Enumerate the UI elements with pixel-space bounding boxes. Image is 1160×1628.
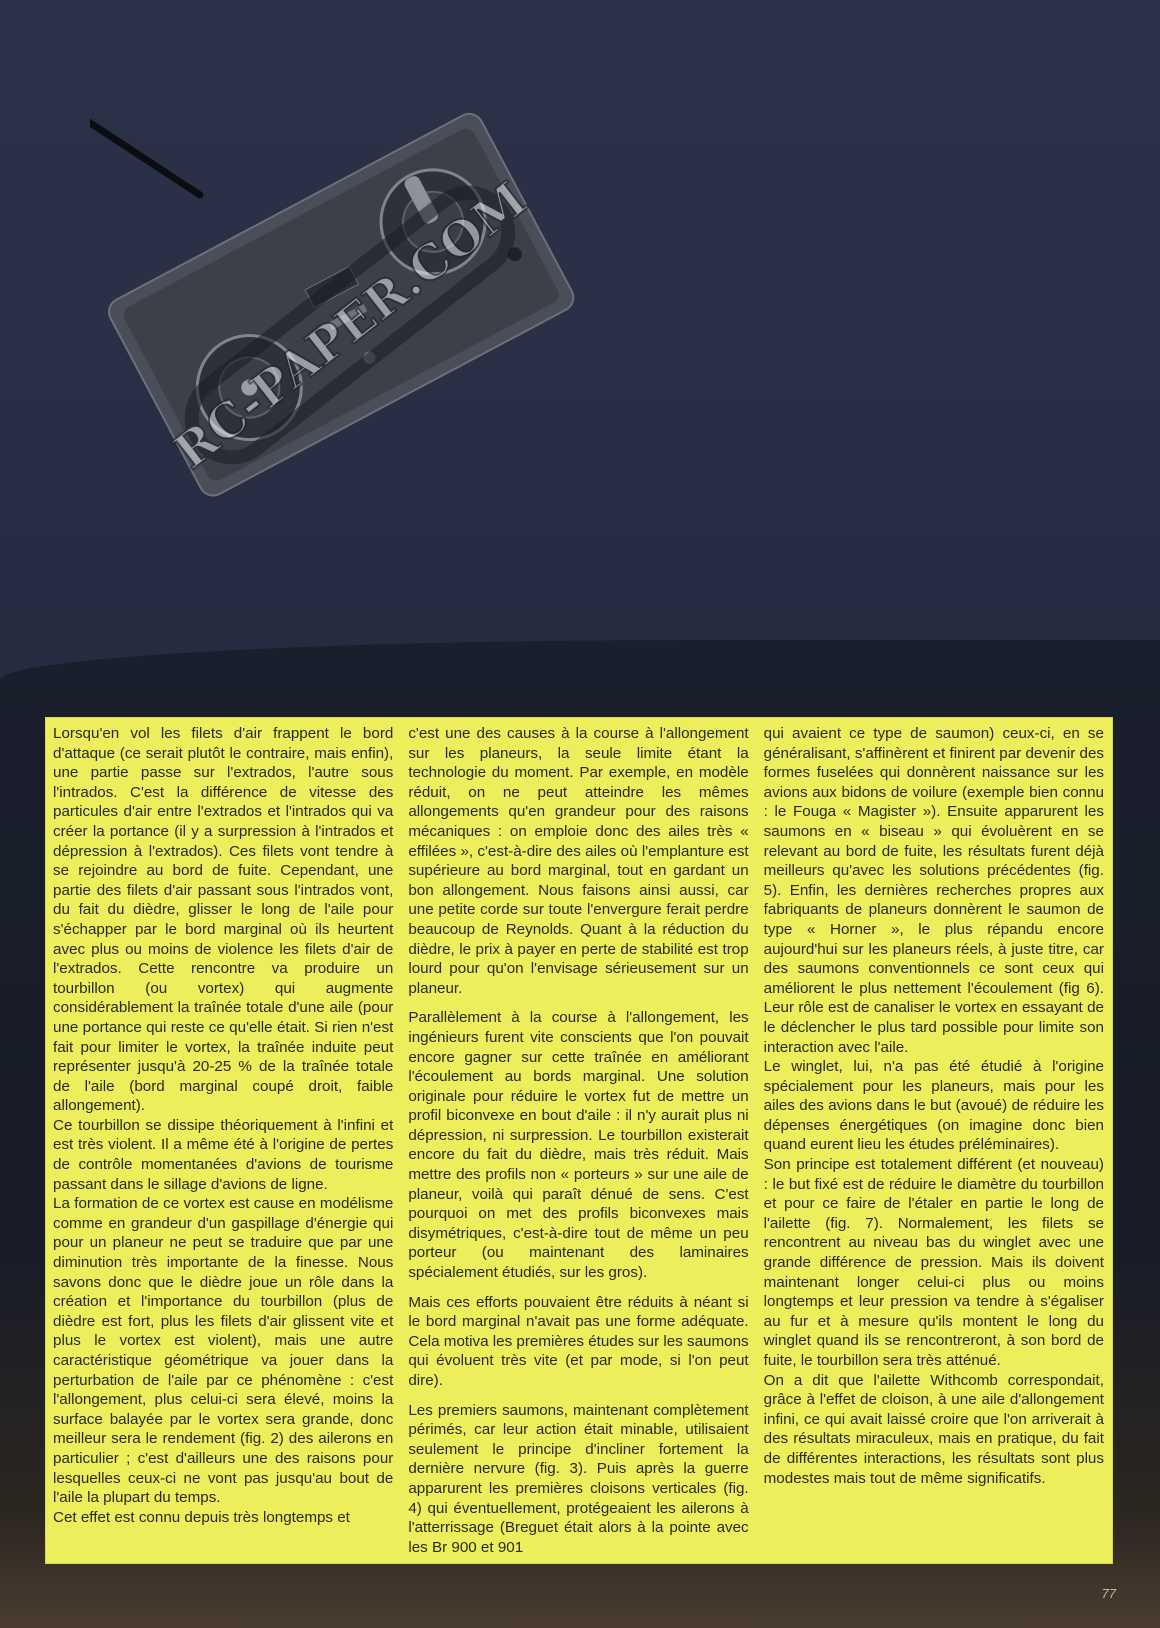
paragraph: c'est une des causes à la course à l'allongement sur les planeurs, la seule limite étant la technologie du moment. Par exemple, en modèle réduit, on ne peut atteindre les mêmes allongements qu'en grandeur pour des raisons mécaniques : on emploie donc des ailes très « effilées », c'est-à-dire des ailes où l'emplanture est supérieure au bord marginal, tout en gardant un bon allongement. Nous faisons ainsi aussi, car une petite corde sur toute l'envergure ferait perdre beaucoup de Reynolds. Quant à la réduction du dièdre, le prix à payer en perte de stabilité est trop lourd pour qu'on l'envisage sérieusement sur un planeur. — [408, 725, 749, 997]
paragraph: Mais ces efforts pouvaient être réduits à néant si le bord marginal n'avait pas une forme adéquate. Cela motiva les premières études sur les saumons qui évoluent très vite (et par mode, si l'on peut dire). — [408, 1293, 749, 1389]
paragraph: Son principe est totalement différent (et nouveau) : le but fixé est de réduire le diamètre du tourbillon et pour ce faire de l'étaler en partie le long de l'ailette (fig. 7). Normalement, les filets se rencontrent au niveau bas du winglet avec une grande différence de pression. Mais ils doivent maintenant longer celui-ci plus ou moins longtemps et leur pression va tendre à s'égaliser au fur et à mesure qu'ils montent le long du winglet quand ils se rencontreront, à son bord de fuite, le tourbillon sera très atténué. — [763, 1156, 1104, 1369]
paragraph: qui avaient ce type de saumon) ceux-ci, en se généralisant, s'affinèrent et finirent par devenir des formes fuselées qui donnèrent naissance sur les avions aux bidons de voilure (exemple bien connu : le Fouga « Magister »). Ensuite apparurent les saumons en « biseau » qui évoluèrent en se relevant au bord de fuite, les résultats furent déjà meilleurs qu'avec les solutions précédentes (fig. 5). Enfin, les dernières recherches propres aux fabriquants de planeurs donnèrent le saumon de type « Horner », le plus répandu encore aujourd'hui sur les planeurs réels, à juste titre, car des saumons conventionnels ce sont ceux qui améliorent le plus nettement l'écoulement (fig 6). Leur rôle est de canaliser le vortex en essayant de le déclencher le plus tard possible pour limite son interaction avec l'aile. — [763, 725, 1104, 1056]
article-text-box — [45, 717, 1113, 1564]
paragraph: On a dit que l'ailette Withcomb correspondait, grâce à l'effet de cloison, à une aile d'allongement infini, ce qui avait laissé croire que l'on arriverait à des résultats miraculeux, mais en pratique, du fait de différentes interactions, les résultats sont plus modestes mais tout de même significatifs. — [763, 1371, 1104, 1487]
watermark-seal — [150, 150, 550, 500]
text-column-2 — [401, 718, 756, 1563]
paragraph: La formation de ce vortex est cause en modélisme comme en grandeur d'un gaspillage d'énergie qui pour un planeur ne peut se traduire que par une diminution très importante de la finesse. Nous savons donc que le dièdre joue un rôle dans la création et l'importance du tourbillon (plus de dièdre est fort, plus les filets d'air glissent vite et plus le vortex est violent), mais une autre caractéristique géométrique va jouer dans la perturbation de l'aile par ce phénomène : c'est l'allongement, plus celui-ci sera élevé, moins la surface balayée par le vortex sera grande, donc meilleur sera le rendement (fig. 2) des ailerons en particulier ; c'est d'ailleurs une des raisons pour lesquelles ceux-ci ne vont pas jusqu'au bout de l'aile la plupart du temps. — [53, 1195, 394, 1507]
paragraph: Cet effet est connu depuis très longtemps et — [53, 1508, 350, 1526]
text-column-3 — [757, 718, 1112, 1563]
paragraph: Ce tourbillon se dissipe théoriquement à l'infini et est très violent. Il a même été à l'origine de pertes de contrôle momentanées d'avions de tourisme passant dans le sillage d'avions de ligne. — [53, 1116, 394, 1193]
paragraph: Parallèlement à la course à l'allongement, les ingénieurs furent vite conscients que l'on pouvait encore gagner sur cette traînée en améliorant l'écoulement au bords marginal. Une solution originale pour réduire le vortex fut de mettre un profil biconvexe en bout d'aile : il n'y aurait plus ni dépression, ni surpression. Le tourbillon existerait encore du fait du dièdre, mais très réduit. Mais mettre des profils non « porteurs » sur une aile de planeur, voilà qui paraît dénué de sens. C'est pourquoi on met des profils biconvexes mais disymétriques, c'est-à-dire tout de même un peu porteur (ou maintenant des laminaires spécialement étudiés, sur les gros). — [408, 1009, 749, 1282]
svg-text:RC-PAPER.COM: RC-PAPER.COM — [163, 171, 538, 481]
page-number: 77 — [1101, 1586, 1116, 1601]
paragraph: Lorsqu'en vol les filets d'air frappent le bord d'attaque (ce serait plutôt le contraire, mais enfin), une partie passe sur l'extrados, l'autre sous l'intrados. C'est la différence de vitesse des particules d'air entre l'extrados et l'intrados qui va créer la portance (il y a surpression à l'intrados et dépression à l'extrados). Ces filets vont tendre à se rejoindre au bord de fuite. Cependant, une partie des filets d'air passant sous l'intrados vont, du fait du dièdre, glisser le long de l'aile pour s'échapper par le bord marginal où ils heurtent avec plus ou moins de violence les filets d'air de l'extrados. Cette rencontre va produire un tourbillon (ou vortex) qui augmente considérablement la traînée totale d'une aile (pour une portance qui reste ce qu'elle était. Si rien n'est fait pour limiter le vortex, la traînée induite peut représenter jusqu'à 20-25 % de la traînée totale de l'aile (bord marginal coupé droit, faible allongement). — [53, 725, 394, 1115]
paragraph: Le winglet, lui, n'a pas été étudié à l'origine spécialement pour les planeurs, mais pour les ailes des avions dans le but (avoué) de réduire les dépenses énergétiques (on imagine donc bien quand eurent lieu les études préléminaires). — [763, 1058, 1104, 1154]
paragraph: Les premiers saumons, maintenant complètement périmés, car leur action était minable, utilisaient seulement le principe d'incliner fortement la dernière nervure (fig. 3). Puis après la guerre apparurent les premières cloisons verticales (fig. 4) qui éventuellement, protégeaient les ailerons à l'atterrissage (Breguet était alors à la pointe avec les Br 900 et 901 — [408, 1401, 749, 1556]
text-column-1 — [46, 718, 401, 1563]
